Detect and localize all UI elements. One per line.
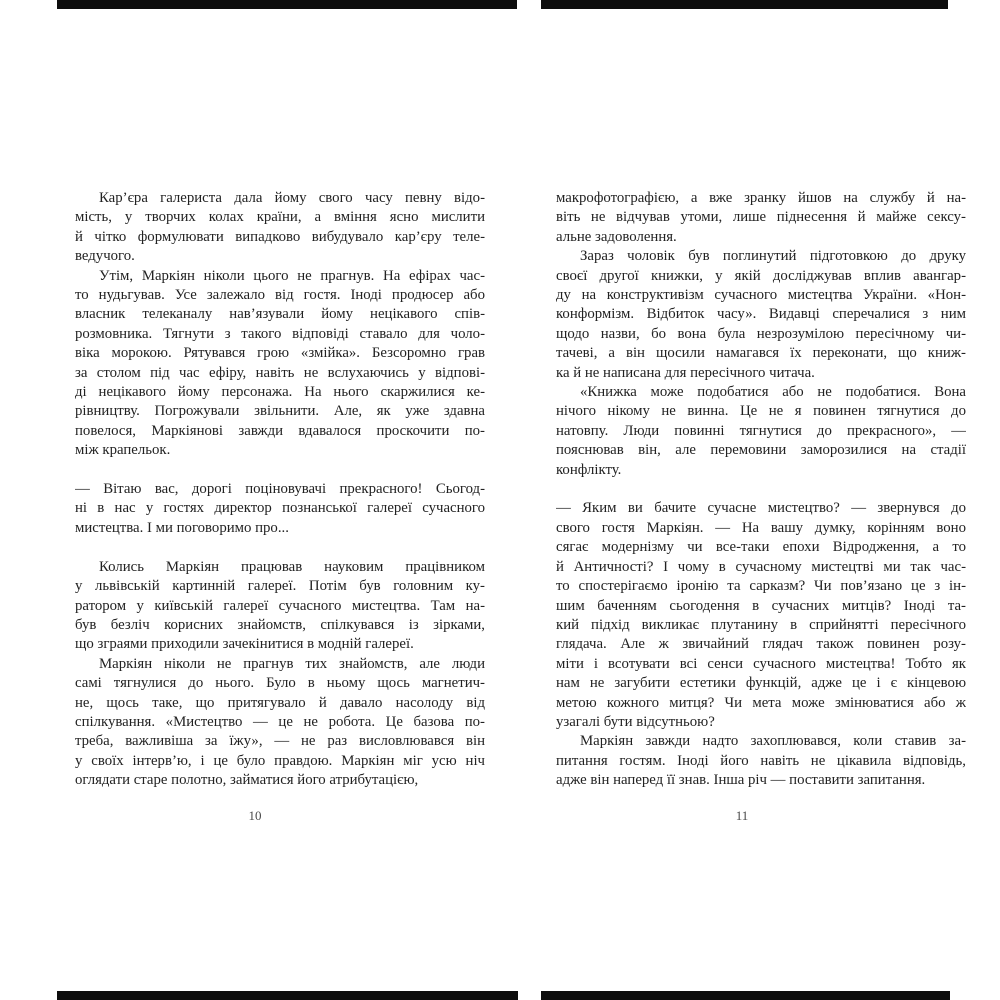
paragraph xyxy=(75,558,485,655)
text-line: нічого нікому не винна. Це не я повинен тягнутися до xyxy=(556,403,966,420)
text-line: був безліч корисних знайомств, спілкувався із зірками, xyxy=(75,616,485,633)
text-line: метою кожного митця? Чи мета може змінюватися або ж xyxy=(556,694,966,711)
paragraph xyxy=(556,189,966,247)
text-line: ка й не написана для пересічного читача. xyxy=(556,364,815,381)
text-line: й Античності? І чому в сучасному мистецтві ми так час- xyxy=(556,558,966,575)
page-number-left: 10 xyxy=(248,808,262,823)
paragraph xyxy=(75,655,485,791)
paragraph xyxy=(556,732,966,790)
text-line: адже він наперед її знав. Інша річ — поставити запитання. xyxy=(556,772,926,789)
text-line: альне задоволення. xyxy=(556,228,677,245)
text-line: «Книжка може подобатися або не подобатися. Вона xyxy=(580,384,966,401)
text-line: натовпу. Люди повинні тягнутися до прекрасного», — xyxy=(556,422,966,439)
paragraph xyxy=(556,499,966,732)
text-line: за столом під час ефіру, навіть не вслухаючись у відпові- xyxy=(75,364,485,381)
text-line: нам не загубити естетики функцій, адже це і є кінцевою xyxy=(556,675,966,692)
text-line: оглядати старе полотно, займатися його атрибутацією, xyxy=(75,772,419,789)
text-line: глядача. Але ж звичайний глядач також повинен розу- xyxy=(556,636,966,653)
text-line: ратором у київській галереї сучасного мистецтва. Там на- xyxy=(75,597,485,614)
paragraph xyxy=(75,189,485,267)
text-line: свого гостя Маркіян. — На вашу думку, корінням воно xyxy=(556,519,966,536)
text-line: — Яким ви бачите сучасне мистецтво? — звернувся до xyxy=(556,500,966,517)
text-line: віка морокою. Рятувався грою «змійка». Безсоромно грав xyxy=(75,345,485,362)
text-line: шим баченням сьогодення в сучасних митців? Іноді та- xyxy=(556,597,966,614)
text-line: конформізм. Відбиток часу». Видавці сперечалися з ним xyxy=(556,306,966,323)
text-line: питання гостям. Іноді його навіть не цікавила відповідь, xyxy=(556,752,966,769)
paragraph xyxy=(75,267,485,461)
text-line: Маркіян ніколи не прагнув тих знайомств, але люди xyxy=(99,655,485,672)
text-line: своєї другої книжки, у якій досліджував вплив авангар- xyxy=(556,267,966,284)
text-line: у своїх інтерв’ю, і це було правдою. Маркіян міг усю ніч xyxy=(75,752,485,769)
text-line: повелося, Маркіянові завжди вдавалося проскочити по- xyxy=(75,422,485,439)
paragraph xyxy=(75,480,485,538)
text-line: ні в нас у гостях директор познанської галереї сучасного xyxy=(75,500,485,517)
text-line: власник телеканалу нав’язували йому нецікавого спів- xyxy=(75,306,485,323)
paragraph xyxy=(556,383,966,480)
page-right-text-column xyxy=(556,189,966,791)
text-line: ведучого. xyxy=(75,248,135,265)
text-line: віть не відчував утоми, лише піднесення й майже сексу- xyxy=(556,209,966,226)
text-line: макрофотографією, а вже зранку йшов на службу й на- xyxy=(556,190,966,206)
text-line: Зараз чоловік був поглинутий підготовкою до друку xyxy=(580,248,966,265)
text-line: то спостерігаємо іронію та сарказм? Чи пов’язано це з ін- xyxy=(556,578,966,595)
text-line: Утім, Маркіян ніколи цього не прагнув. На ефірах час- xyxy=(99,267,485,284)
text-line: що зграями приходили зачекінитися в модній галереї. xyxy=(75,636,414,653)
text-line: Маркіян завжди надто захоплювався, коли ставив за- xyxy=(580,733,966,750)
text-line: щодо назви, бо вона була незрозумілою пересічному чи- xyxy=(556,325,966,342)
text-line: — Вітаю вас, дорогі поціновувачі прекрасного! Сьогод- xyxy=(75,481,485,498)
text-line: ді нецікавого йому персонажа. На нього скаржилися ке- xyxy=(75,384,485,401)
text-line: сягає модернізму чи все-таки епохи Відродження, а то xyxy=(556,539,966,556)
text-line: узагалі бути відсутньою? xyxy=(556,713,715,730)
paragraph xyxy=(556,247,966,383)
text-line: рівництву. Погрожували звільнити. Але, як уже здавна xyxy=(75,403,485,420)
text-line: між крапельок. xyxy=(75,442,171,459)
text-line: тачеві, а він щосили намагався їх переконати, що книж- xyxy=(556,345,966,362)
text-line: конфлікту. xyxy=(556,461,622,478)
text-line: у львівській картинній галереї. Потім був головним ку- xyxy=(75,578,485,595)
scan-edge-top-right-bar xyxy=(541,0,948,9)
text-line: міти і всотувати всі сенси сучасного мистецтва! Тобто як xyxy=(556,655,966,672)
page-left-text-column xyxy=(75,189,485,791)
text-line: спілкування. «Мистецтво — це не робота. Це базова по- xyxy=(75,713,485,730)
page-number-right: 11 xyxy=(735,808,749,823)
text-line: мість, у творчих колах країни, а вміння ясно мислити xyxy=(75,209,485,226)
text-line: то нудьгував. Усе залежало від гостя. Іноді продюсер або xyxy=(75,287,485,304)
text-line: й чітко формулювати випадково вибудувало кар’єру теле- xyxy=(75,228,485,245)
text-line: пояснював він, але перемовини заморозилися на стадії xyxy=(556,442,966,459)
scan-edge-bottom-right-bar xyxy=(541,991,950,1000)
text-line: не, щось таке, що притягувало й давало насолоду від xyxy=(75,694,485,711)
scan-edge-bottom-left-bar xyxy=(57,991,518,1000)
text-line: Кар’єра галериста дала йому свого часу певну відо- xyxy=(99,190,485,206)
text-line: кий підхід викликає плутанину в сприйнятті пересічного xyxy=(556,616,966,633)
scan-edge-top-left-bar xyxy=(57,0,517,9)
text-line: самі тягнулися до нього. Було в ньому щось магнетич- xyxy=(75,675,485,692)
text-line: мистецтва. І ми поговоримо про... xyxy=(75,519,289,536)
text-line: ду на конструктивізм сучасного мистецтва України. «Нон- xyxy=(556,287,966,304)
text-line: розмовника. Тягнути з такого відповіді ставало для чоло- xyxy=(75,325,485,342)
text-line: треба, важливіша за їжу», — не раз висловлювався він xyxy=(75,733,485,750)
text-line: Колись Маркіян працював науковим працівником xyxy=(99,558,485,575)
